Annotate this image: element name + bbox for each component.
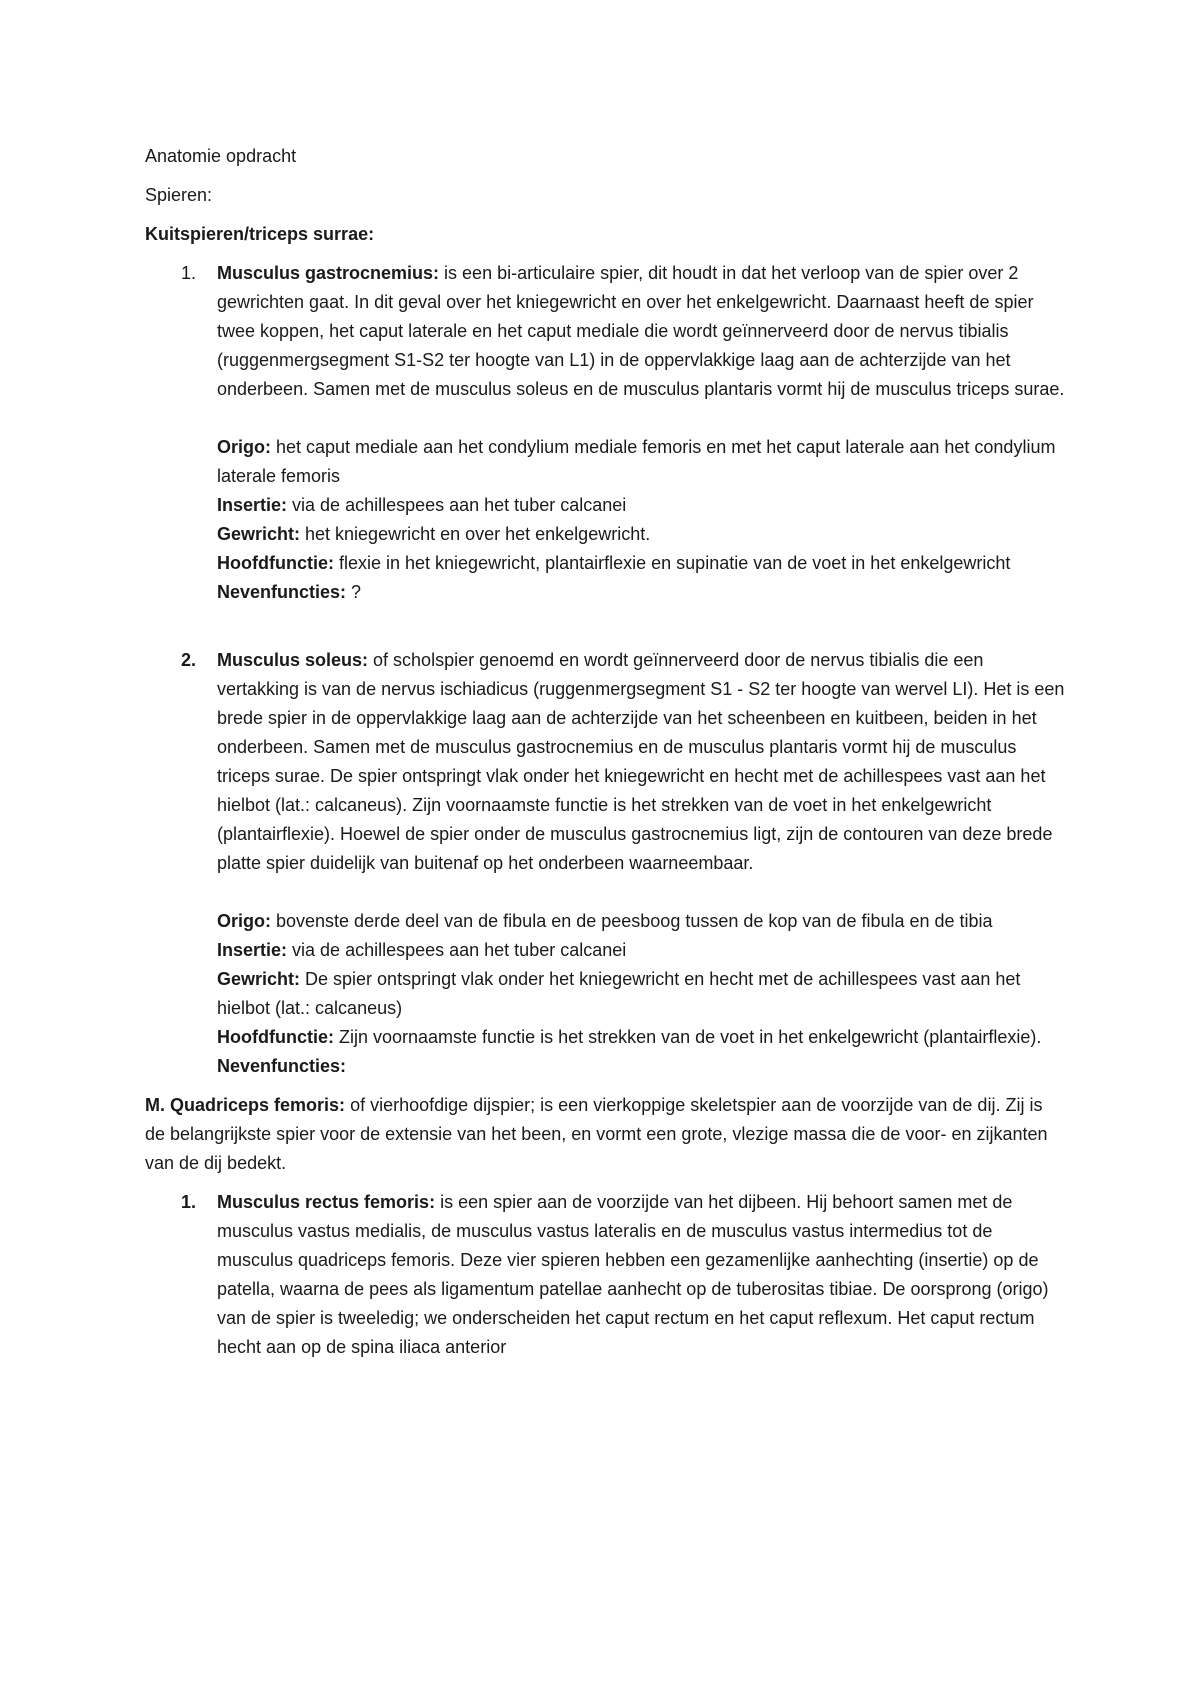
muscle-field-origo bbox=[217, 433, 1065, 491]
document-body bbox=[145, 142, 1065, 1372]
field-label: Nevenfuncties: bbox=[217, 582, 347, 602]
muscle-text: is een bi-articulaire spier, dit houdt in dat het verloop van de spier over 2 gewrichten gaat. In dit geval over het kniegewricht en over het enkelgewricht. Daarnaast heeft de spier twee koppen, het caput laterale en het caput mediale die wordt geïnnerveerd door de nervus tibialis (ruggenmergsegment S1-S2 ter hoogte van L1) in de oppervlakkige laag aan de achterzijde van het onderbeen. Samen met de musculus soleus en de musculus plantaris vormt hij de musculus triceps surae. bbox=[217, 263, 1065, 399]
muscle-name: Musculus soleus: bbox=[217, 650, 369, 670]
field-label: Gewricht: bbox=[217, 524, 301, 544]
field-value: flexie in het kniegewricht, plantairflexie en supinatie van de voet in het enkelgewricht bbox=[333, 553, 1011, 573]
field-label: Gewricht: bbox=[217, 969, 301, 989]
muscle-field-gewricht bbox=[217, 965, 1065, 1023]
section-quadriceps bbox=[145, 1091, 1065, 1178]
list-item-gastrocnemius bbox=[145, 259, 1065, 607]
muscle-field-hoofdfunctie bbox=[217, 549, 1065, 578]
field-label: Origo: bbox=[217, 911, 271, 931]
document-subtitle: Spieren: bbox=[145, 185, 213, 205]
field-value: het kniegewricht en over het enkelgewricht. bbox=[300, 524, 651, 544]
field-value: ? bbox=[346, 582, 362, 602]
field-value: Zijn voornaamste functie is het strekken van de voet in het enkelgewricht (plantairflexie). bbox=[333, 1027, 1042, 1047]
field-label: Insertie: bbox=[217, 495, 288, 515]
muscle-name: Musculus rectus femoris: bbox=[217, 1192, 436, 1212]
section-heading-kuitspieren bbox=[145, 220, 1065, 249]
muscle-text: is een spier aan de voorzijde van het dijbeen. Hij behoort samen met de musculus vastus medialis, de musculus vastus lateralis en de musculus vastus intermedius tot de musculus quadriceps femoris. Deze vier spieren hebben een gezamenlijke aanhechting (insertie) op de patella, waarna de pees als ligamentum patellae aanhecht op de tuberositas tibiae. De oorsprong (origo) van de spier is tweeledig; we onderscheiden het caput rectum en het caput reflexum. Het caput rectum hecht aan op de spina iliaca anterior bbox=[217, 1192, 1049, 1357]
field-value: via de achillespees aan het tuber calcanei bbox=[287, 940, 627, 960]
muscle-field-origo bbox=[217, 907, 1065, 936]
field-label: Insertie: bbox=[217, 940, 288, 960]
muscle-description bbox=[217, 259, 1065, 404]
muscle-field-insertie bbox=[217, 491, 1065, 520]
muscle-field-gewricht bbox=[217, 520, 1065, 549]
field-label: Origo: bbox=[217, 437, 271, 457]
list-number: 1. bbox=[181, 1192, 197, 1212]
muscle-field-insertie bbox=[217, 936, 1065, 965]
muscle-field-hoofdfunctie bbox=[217, 1023, 1065, 1052]
field-value: De spier ontspringt vlak onder het kniegewricht en hecht met de achillespees vast aan het hielbot (lat.: calcaneus) bbox=[217, 969, 1021, 1018]
list-number: 1. bbox=[181, 263, 197, 283]
field-value: bovenste derde deel van de fibula en de peesboog tussen de kop van de fibula en de tibia bbox=[271, 911, 993, 931]
list-item-soleus bbox=[145, 646, 1065, 1081]
muscle-description bbox=[217, 646, 1065, 878]
field-label: Hoofdfunctie: bbox=[217, 1027, 334, 1047]
field-label: Hoofdfunctie: bbox=[217, 553, 334, 573]
muscle-field-nevenfuncties bbox=[217, 1052, 1065, 1081]
document-title: Anatomie opdracht bbox=[145, 146, 297, 166]
section-name: M. Quadriceps femoris: bbox=[145, 1095, 346, 1115]
list-item-rectus-femoris bbox=[145, 1188, 1065, 1362]
muscle-field-nevenfuncties bbox=[217, 578, 1065, 607]
muscle-text: of scholspier genoemd en wordt geïnnerveerd door de nervus tibialis die een vertakking is van de nervus ischiadicus (ruggenmergsegment S1 - S2 ter hoogte van wervel LI). Het is een brede spier in de oppervlakkige laag aan de achterzijde van het scheenbeen en kuitbeen, beiden in het onderbeen. Samen met de musculus gastrocnemius en de musculus plantaris vormt hij de musculus triceps surae. De spier ontspringt vlak onder het kniegewricht en hecht met de achillespees vast aan het hielbot (lat.: calcaneus). Zijn voornaamste functie is het strekken van de voet in het enkelgewricht (plantairflexie). Hoewel de spier onder de musculus gastrocnemius ligt, zijn de contouren van deze brede platte spier duidelijk van buitenaf op het onderbeen waarneembaar. bbox=[217, 650, 1065, 873]
field-value: het caput mediale aan het condylium mediale femoris en met het caput laterale aan het condylium laterale femoris bbox=[217, 437, 1056, 486]
list-number: 2. bbox=[181, 650, 197, 670]
section-heading-text: Kuitspieren/triceps surrae: bbox=[145, 224, 375, 244]
muscle-name: Musculus gastrocnemius: bbox=[217, 263, 440, 283]
muscle-description bbox=[217, 1188, 1065, 1362]
section-text: of vierhoofdige dijspier; is een vierkoppige skeletspier aan de voorzijde van de dij. Zij is de belangrijkste spier voor de extensie van het been, en vormt een grote, vlezige massa die de voor- en zijkanten van de dij bedekt. bbox=[145, 1095, 1048, 1173]
field-label: Nevenfuncties: bbox=[217, 1056, 347, 1076]
field-value: via de achillespees aan het tuber calcanei bbox=[287, 495, 627, 515]
